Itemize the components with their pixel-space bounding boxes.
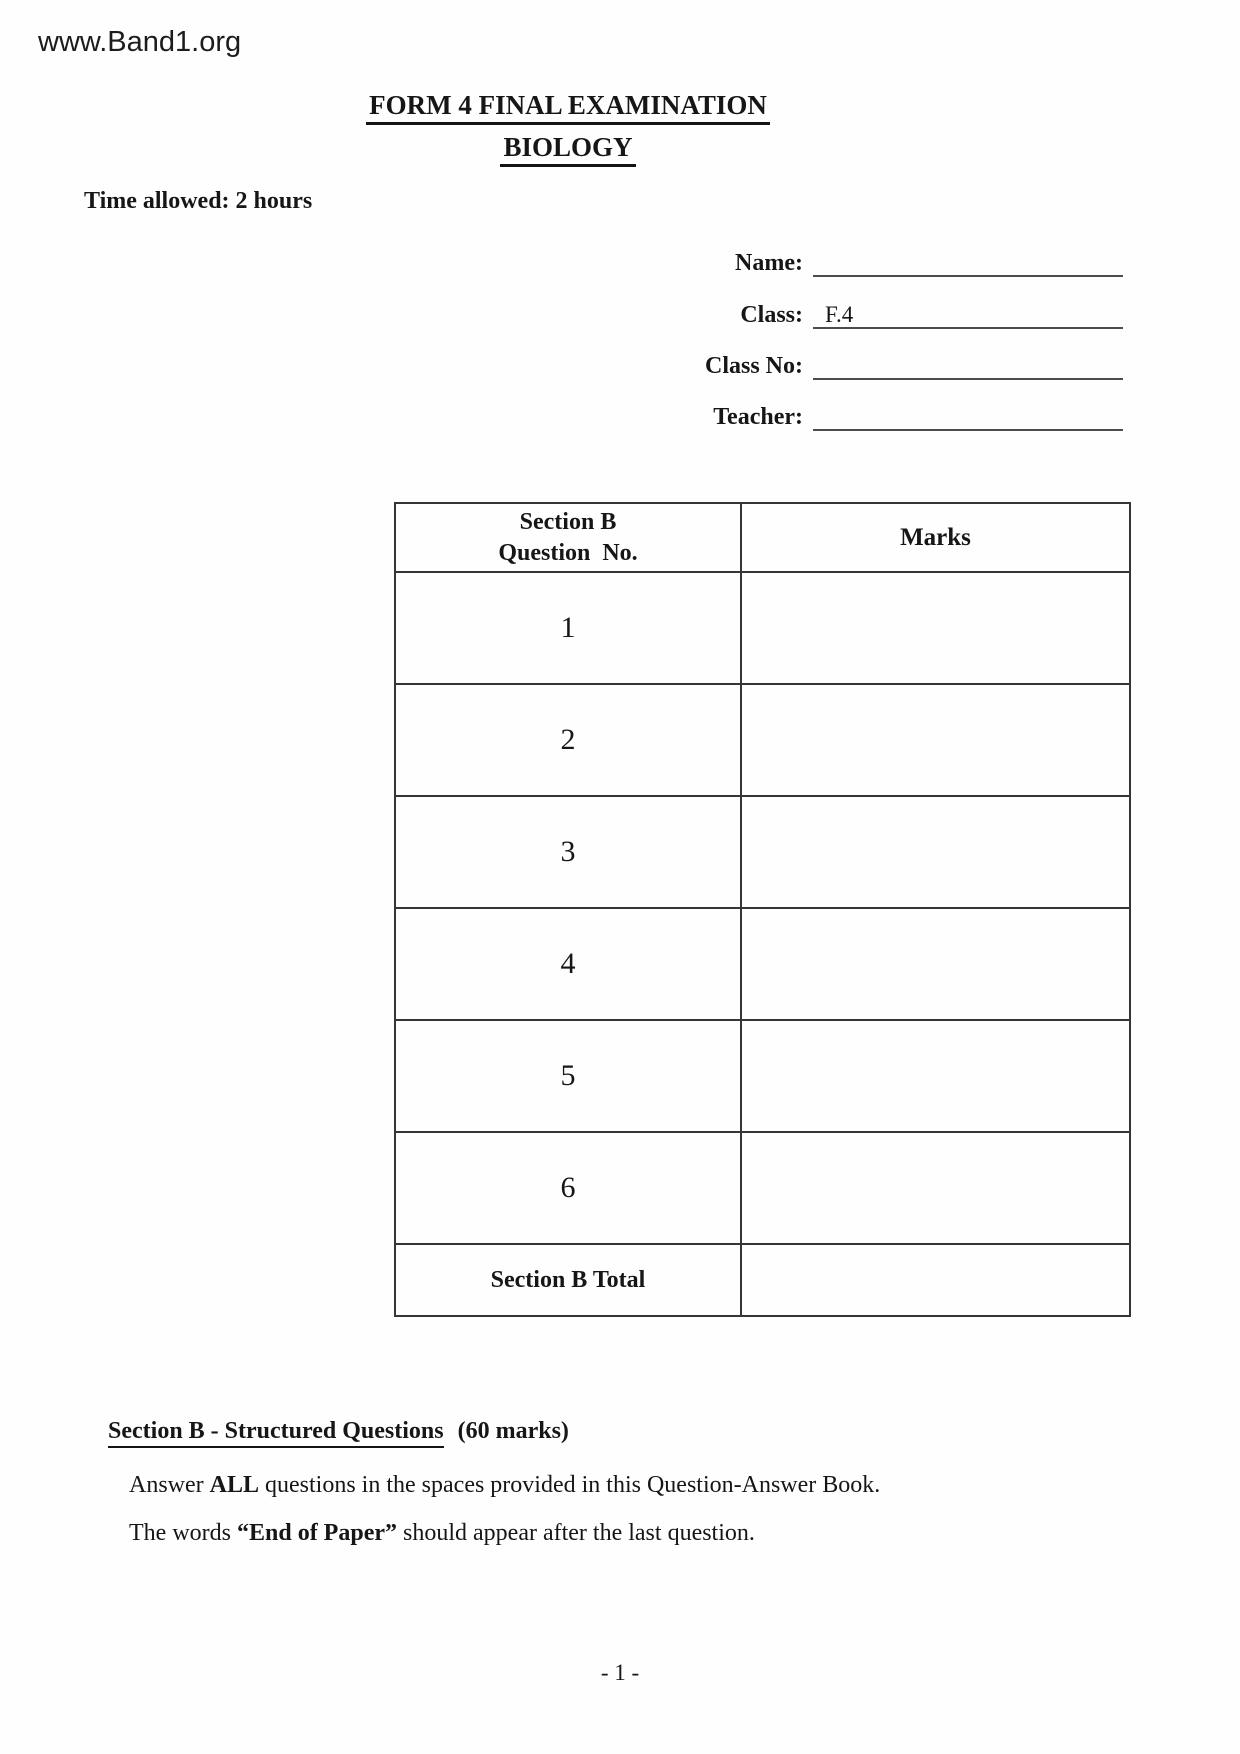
exam-subject-line: [100, 132, 1036, 167]
marks-value-cell: [742, 909, 1129, 1019]
question-number-cell: 4: [396, 909, 742, 1019]
table-row: [396, 797, 1129, 909]
class-field-row: [560, 300, 1123, 331]
class-no-label: Class No:: [704, 353, 803, 379]
site-watermark: www.Band1.org: [38, 26, 242, 58]
class-input-line[interactable]: F.4: [813, 300, 1123, 329]
instruction-text: questions in the spaces provided in this Question-Answer Book.: [259, 1472, 881, 1498]
marks-value-cell: [742, 797, 1129, 907]
table-row: [396, 573, 1129, 685]
marks-table-header-row: [396, 504, 1129, 573]
section-b-marks-note: (60 marks): [457, 1418, 569, 1444]
question-number-cell: 2: [396, 685, 742, 795]
section-b-total-label-cell: Section B Total: [396, 1245, 742, 1315]
instruction-bold-all: ALL: [209, 1472, 260, 1498]
question-number-cell: 3: [396, 797, 742, 907]
marks-table: [394, 502, 1131, 1317]
instruction-end-of-paper: [105, 1488, 755, 1578]
spacer: [803, 248, 813, 279]
exam-title-text: FORM 4 FINAL EXAMINATION: [366, 90, 770, 125]
time-allowed-note: Time allowed: 2 hours: [84, 188, 313, 214]
teacher-label: Teacher:: [713, 404, 803, 430]
name-input-line[interactable]: [813, 248, 1123, 277]
instruction-text: Answer: [129, 1472, 210, 1498]
class-label: Class:: [740, 302, 803, 328]
instruction-text: should appear after the last question.: [397, 1520, 755, 1546]
section-b-heading-text: Section B - Structured Questions: [108, 1418, 444, 1448]
class-no-field-row: [560, 351, 1123, 382]
name-label: Name:: [735, 250, 803, 276]
instruction-bold-end-of-paper: “End of Paper”: [236, 1520, 397, 1546]
table-row: [396, 1021, 1129, 1133]
question-no-header-cell: [396, 504, 742, 571]
spacer: [803, 402, 813, 433]
marks-value-cell: [742, 573, 1129, 683]
question-number-cell: 6: [396, 1133, 742, 1243]
exam-title-line1: [100, 90, 1036, 125]
instruction-text: The words: [129, 1520, 237, 1546]
spacer: [803, 300, 813, 331]
question-number-cell: 5: [396, 1021, 742, 1131]
class-no-input-line[interactable]: [813, 351, 1123, 380]
exam-title-block: [100, 90, 1036, 167]
exam-subject-text: BIOLOGY: [500, 132, 635, 167]
question-number-cell: 1: [396, 573, 742, 683]
marks-value-cell: [742, 1133, 1129, 1243]
question-no-header-text: Question No.: [498, 539, 638, 566]
page-number: - 1 -: [600, 1660, 640, 1685]
name-field-row: [560, 248, 1123, 279]
section-b-total-row: [396, 1245, 1129, 1315]
section-b-total-value-cell: [742, 1245, 1129, 1315]
marks-value-cell: [742, 685, 1129, 795]
marks-header-cell: Marks: [900, 523, 971, 551]
section-b-header-text: Section B: [519, 508, 617, 535]
table-row: [396, 1133, 1129, 1245]
table-row: [396, 909, 1129, 1021]
teacher-field-row: [560, 402, 1123, 433]
teacher-input-line[interactable]: [813, 402, 1123, 431]
spacer: [803, 351, 813, 382]
marks-value-cell: [742, 1021, 1129, 1131]
table-row: [396, 685, 1129, 797]
